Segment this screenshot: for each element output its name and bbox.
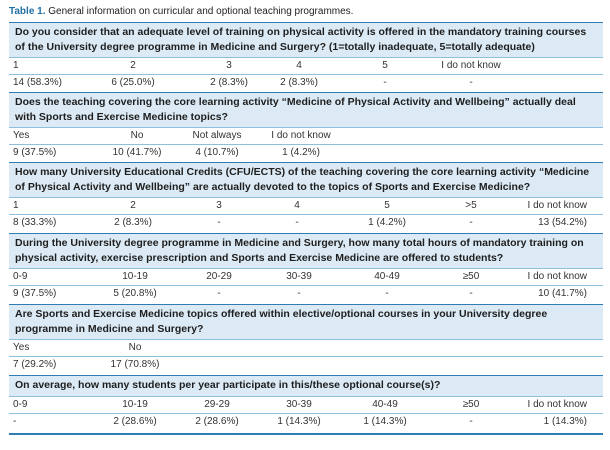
options-row-4 <box>9 270 603 284</box>
result-cell: 1 (4.2%) <box>368 217 406 228</box>
option-cell: 1 <box>13 200 19 211</box>
option-cell: ≥50 <box>462 399 480 410</box>
divider <box>9 396 603 397</box>
option-cell: >5 <box>465 200 477 211</box>
result-cell: 2 (28.6%) <box>195 416 239 427</box>
option-cell: 10-19 <box>122 399 148 410</box>
option-cell: ≥50 <box>462 271 480 282</box>
divider <box>9 285 603 286</box>
result-cell: - <box>13 416 17 427</box>
result-cell: - <box>297 288 301 299</box>
result-cell: 13 (54.2%) <box>538 217 587 228</box>
option-cell: I do not know <box>271 130 331 141</box>
question-6: On average, how many students per year participate in this/these optional course(s)? <box>9 376 603 396</box>
option-cell: 0-9 <box>13 399 28 410</box>
results-row-4 <box>9 287 603 301</box>
option-cell: 30-39 <box>286 399 312 410</box>
result-cell: 1 (4.2%) <box>282 147 320 158</box>
options-row-3 <box>9 199 603 213</box>
option-cell: I do not know <box>527 200 587 211</box>
question-2: Does the teaching covering the core learning activity “Medicine of Physical Activity and Wellbeing” actually deal with Sports and Exercise Medicine topics? <box>9 93 603 127</box>
result-cell: 8 (33.3%) <box>13 217 57 228</box>
result-cell: 1 (14.3%) <box>277 416 321 427</box>
option-cell: 4 <box>296 60 302 71</box>
result-cell: 9 (37.5%) <box>13 147 57 158</box>
result-cell: 2 (8.3%) <box>280 77 318 88</box>
divider <box>9 127 603 128</box>
option-cell: 0-9 <box>13 271 28 282</box>
divider <box>9 214 603 215</box>
results-row-5 <box>9 358 603 372</box>
result-cell: - <box>217 288 221 299</box>
result-cell: 1 (14.3%) <box>543 416 587 427</box>
option-cell: I do not know <box>441 60 501 71</box>
results-row-2 <box>9 146 603 160</box>
result-cell: - <box>469 217 473 228</box>
divider <box>9 339 603 340</box>
result-cell: - <box>295 217 299 228</box>
options-row-6 <box>9 398 603 412</box>
option-cell: 1 <box>13 60 19 71</box>
options-row-2 <box>9 129 603 143</box>
results-row-3 <box>9 216 603 230</box>
option-cell: 5 <box>382 60 388 71</box>
option-cell: 10-19 <box>122 271 148 282</box>
result-cell: 9 (37.5%) <box>13 288 57 299</box>
results-row-6 <box>9 415 603 429</box>
question-3: How many University Educational Credits (CFU/ECTS) of the teaching covering the core learning activity “Medicine of Physical Activity and Wellbeing” are actually devoted to the topics of Sports and Exercise Medicine? <box>9 163 603 197</box>
option-cell: 3 <box>226 60 232 71</box>
result-cell: 2 (28.6%) <box>113 416 157 427</box>
option-cell: 40-49 <box>374 271 400 282</box>
divider <box>9 57 603 58</box>
divider <box>9 413 603 414</box>
question-1: Do you consider that an adequate level of training on physical activity is offered in the mandatory training courses of the University degree programme in Medicine and Surgery? (1=totally inadequate, 5=totally adequate) <box>9 23 603 57</box>
result-cell: 5 (20.8%) <box>113 288 157 299</box>
option-cell: I do not know <box>527 399 587 410</box>
option-cell: No <box>130 130 144 141</box>
option-cell: 3 <box>216 200 222 211</box>
divider <box>9 268 603 269</box>
option-cell: 40-49 <box>372 399 398 410</box>
option-cell: Yes <box>13 130 30 141</box>
option-cell: 20-29 <box>206 271 232 282</box>
result-cell: 10 (41.7%) <box>538 288 587 299</box>
option-cell: 2 <box>130 200 136 211</box>
divider <box>9 356 603 357</box>
option-cell: No <box>128 342 142 353</box>
result-cell: - <box>217 217 221 228</box>
table-caption-text: General information on curricular and optional teaching programmes. <box>48 6 354 17</box>
option-cell: 5 <box>384 200 390 211</box>
result-cell: 7 (29.2%) <box>13 359 57 370</box>
question-4: During the University degree programme in Medicine and Surgery, how many total hours of mandatory training on physical activity, exercise prescription and Sports and Exercise Medicine are offered to students? <box>9 234 603 268</box>
table-bottom-rule <box>9 433 603 435</box>
divider <box>9 197 603 198</box>
result-cell: 2 (8.3%) <box>210 77 248 88</box>
result-cell: 4 (10.7%) <box>195 147 239 158</box>
result-cell: - <box>385 288 389 299</box>
option-cell: Not always <box>192 130 242 141</box>
results-row-1 <box>9 76 603 90</box>
result-cell: - <box>469 288 473 299</box>
option-cell: 30-39 <box>286 271 312 282</box>
result-cell: 10 (41.7%) <box>112 147 162 158</box>
divider <box>9 144 603 145</box>
table-caption-label: Table 1. <box>9 6 46 17</box>
result-cell: - <box>469 416 473 427</box>
table-caption <box>9 6 353 17</box>
option-cell: 4 <box>294 200 300 211</box>
result-cell: 17 (70.8%) <box>110 359 160 370</box>
result-cell: 6 (25.0%) <box>111 77 155 88</box>
option-cell: 2 <box>130 60 136 71</box>
result-cell: 14 (58.3%) <box>13 77 62 88</box>
question-5: Are Sports and Exercise Medicine topics offered within elective/optional courses in your University degree programme in Medicine and Surgery? <box>9 305 603 339</box>
option-cell: Yes <box>13 342 30 353</box>
divider <box>9 74 603 75</box>
option-cell: 29-29 <box>204 399 230 410</box>
options-row-1 <box>9 59 603 73</box>
option-cell: I do not know <box>527 271 587 282</box>
result-cell: - <box>383 77 387 88</box>
result-cell: 2 (8.3%) <box>114 217 152 228</box>
options-row-5 <box>9 341 603 355</box>
result-cell: - <box>469 77 473 88</box>
result-cell: 1 (14.3%) <box>363 416 407 427</box>
